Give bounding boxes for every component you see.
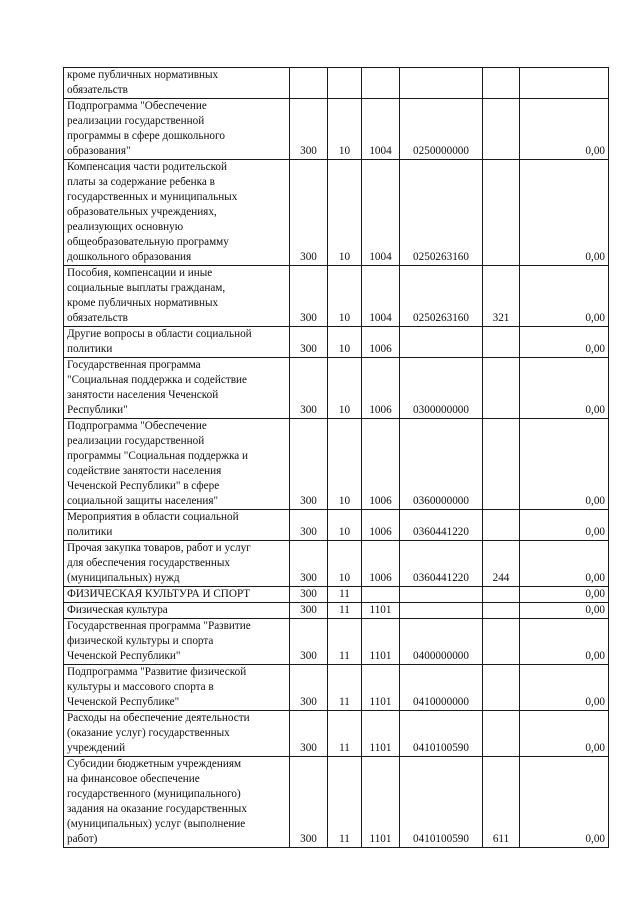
row-expense-type-cell [483, 160, 520, 266]
row-section-cell [328, 757, 362, 848]
row-amount-text: 0,00 [585, 495, 605, 507]
row-name-cell [64, 619, 290, 665]
budget-table [63, 67, 609, 848]
row-section-text: 10 [338, 526, 351, 538]
row-target-article-text: 0410100590 [413, 742, 469, 754]
row-subsection-cell [362, 587, 400, 603]
row-subsection-text: 1101 [369, 604, 392, 616]
row-expense-type-cell [483, 619, 520, 665]
row-name-text: Мероприятия в области социальной политики [67, 511, 239, 538]
row-target-article-cell [400, 419, 483, 510]
row-target-article-text: 0410100590 [413, 833, 469, 845]
row-amount-text: 0,00 [585, 251, 605, 263]
row-section-text: 10 [338, 312, 351, 324]
row-section-text: 10 [338, 404, 351, 416]
row-target-article-cell [400, 757, 483, 848]
row-target-article-cell [400, 587, 483, 603]
row-expense-type-cell [483, 510, 520, 541]
row-name-cell [64, 419, 290, 510]
row-name-cell [64, 327, 290, 358]
row-grbs-text: 300 [300, 404, 317, 416]
table-row [64, 266, 609, 327]
row-subsection-cell [362, 665, 400, 711]
row-section-text: 11 [339, 604, 350, 616]
row-target-article-text: 0360441220 [413, 526, 469, 538]
row-section-cell [328, 160, 362, 266]
row-section-cell [328, 603, 362, 619]
row-name-cell [64, 711, 290, 757]
row-name-cell [64, 541, 290, 587]
row-amount-cell [520, 665, 609, 711]
row-subsection-cell [362, 419, 400, 510]
row-name-cell [64, 757, 290, 848]
row-section-cell [328, 541, 362, 587]
row-section-cell [328, 327, 362, 358]
table-row [64, 419, 609, 510]
row-name-cell [64, 266, 290, 327]
row-subsection-text: 1101 [369, 833, 392, 845]
row-grbs-text: 300 [300, 833, 317, 845]
row-amount-cell [520, 510, 609, 541]
row-name-cell [64, 160, 290, 266]
row-section-text: 10 [338, 251, 351, 263]
row-target-article-cell [400, 358, 483, 419]
row-section-text: 11 [339, 588, 350, 600]
row-name-text: Субсидии бюджетным учреждениям на финансовое обеспечение государственного (муниципального) задания на оказание государственных (муниципальных) услуг (выполнение работ) [67, 758, 247, 845]
row-section-text: 11 [339, 650, 350, 662]
table-row [64, 358, 609, 419]
row-section-text: 10 [338, 495, 351, 507]
row-section-cell [328, 419, 362, 510]
row-grbs-text: 300 [300, 251, 317, 263]
row-subsection-text: 1006 [369, 495, 392, 507]
row-section-text: 10 [338, 145, 351, 157]
row-target-article-cell [400, 266, 483, 327]
row-target-article-text: 0250263160 [413, 251, 469, 263]
row-name-text: Государственная программа "Развитие физической культуры и спорта Чеченской Республики" [67, 620, 251, 662]
table-row [64, 587, 609, 603]
row-amount-cell [520, 603, 609, 619]
row-target-article-text: 0250263160 [413, 312, 469, 324]
row-name-text: Другие вопросы в области социальной политики [67, 328, 252, 355]
row-grbs-cell [290, 603, 328, 619]
table-row [64, 541, 609, 587]
row-subsection-text: 1006 [369, 572, 392, 584]
row-subsection-cell [362, 160, 400, 266]
row-amount-text: 0,00 [585, 604, 605, 616]
row-target-article-text: 0250000000 [413, 145, 469, 157]
row-amount-text: 0,00 [585, 588, 605, 600]
row-section-cell [328, 510, 362, 541]
row-target-article-cell [400, 510, 483, 541]
row-amount-cell [520, 160, 609, 266]
row-subsection-cell [362, 757, 400, 848]
row-target-article-cell [400, 160, 483, 266]
row-grbs-cell [290, 711, 328, 757]
row-name-text: Подпрограмма "Развитие физической культуры и массового спорта в Чеченской Республике" [67, 666, 247, 708]
row-section-cell [328, 266, 362, 327]
row-subsection-text: 1004 [369, 145, 392, 157]
row-section-cell [328, 587, 362, 603]
row-section-text: 11 [339, 742, 350, 754]
row-grbs-cell [290, 541, 328, 587]
table-body [64, 68, 609, 848]
row-amount-cell [520, 587, 609, 603]
row-expense-type-cell [483, 99, 520, 160]
table-row [64, 327, 609, 358]
table-row [64, 757, 609, 848]
row-subsection-cell [362, 68, 400, 99]
row-name-text: Пособия, компенсации и иные социальные выплаты гражданам, кроме публичных нормативных обязательств [67, 267, 226, 324]
row-amount-cell [520, 619, 609, 665]
row-expense-type-cell [483, 541, 520, 587]
row-grbs-text: 300 [300, 526, 317, 538]
table-row [64, 160, 609, 266]
row-section-cell [328, 619, 362, 665]
table-row [64, 711, 609, 757]
table-row [64, 619, 609, 665]
row-subsection-text: 1101 [369, 650, 392, 662]
row-target-article-cell [400, 99, 483, 160]
row-subsection-cell [362, 541, 400, 587]
row-name-cell [64, 665, 290, 711]
row-amount-cell [520, 99, 609, 160]
row-section-cell [328, 68, 362, 99]
row-name-text: Расходы на обеспечение деятельности (оказание услуг) государственных учреждений [67, 712, 250, 754]
row-grbs-text: 300 [300, 572, 317, 584]
row-target-article-text: 0360000000 [413, 495, 469, 507]
table-row [64, 99, 609, 160]
row-subsection-cell [362, 327, 400, 358]
row-grbs-cell [290, 266, 328, 327]
row-amount-text: 0,00 [585, 404, 605, 416]
row-amount-cell [520, 358, 609, 419]
row-name-cell [64, 587, 290, 603]
row-grbs-cell [290, 619, 328, 665]
row-grbs-text: 300 [300, 343, 317, 355]
row-target-article-text: 0300000000 [413, 404, 469, 416]
row-amount-cell [520, 68, 609, 99]
row-target-article-text: 0360441220 [413, 572, 469, 584]
row-name-text: Подпрограмма "Обеспечение реализации государственной программы в сфере дошкольного образования" [67, 100, 225, 157]
row-subsection-cell [362, 619, 400, 665]
row-grbs-cell [290, 99, 328, 160]
row-amount-text: 0,00 [585, 343, 605, 355]
row-grbs-cell [290, 327, 328, 358]
row-expense-type-cell [483, 757, 520, 848]
row-amount-cell [520, 711, 609, 757]
row-amount-cell [520, 757, 609, 848]
row-amount-cell [520, 327, 609, 358]
row-subsection-cell [362, 603, 400, 619]
row-target-article-text: 0400000000 [413, 650, 469, 662]
row-grbs-text: 300 [300, 312, 317, 324]
row-target-article-cell [400, 619, 483, 665]
row-subsection-text: 1006 [369, 343, 392, 355]
table-row [64, 665, 609, 711]
row-grbs-text: 300 [300, 650, 317, 662]
row-section-text: 10 [338, 572, 351, 584]
row-name-text: кроме публичных нормативных обязательств [67, 69, 219, 96]
row-expense-type-cell [483, 603, 520, 619]
row-amount-cell [520, 541, 609, 587]
row-section-text: 11 [339, 833, 350, 845]
row-name-cell [64, 510, 290, 541]
row-subsection-text: 1101 [369, 696, 392, 708]
row-amount-text: 0,00 [585, 650, 605, 662]
row-subsection-text: 1004 [369, 312, 392, 324]
row-subsection-cell [362, 266, 400, 327]
row-name-text: Компенсация части родительской платы за содержание ребенка в государственных и муниципальных образовательных учреждениях, реализующих основную общеобразовательную программу дошкольного образования [67, 161, 238, 263]
table-row [64, 510, 609, 541]
row-target-article-cell [400, 603, 483, 619]
row-expense-type-text: 611 [492, 833, 510, 845]
row-grbs-text: 300 [300, 742, 317, 754]
row-grbs-cell [290, 419, 328, 510]
row-name-text: ФИЗИЧЕСКАЯ КУЛЬТУРА И СПОРТ [67, 588, 251, 600]
row-amount-cell [520, 266, 609, 327]
row-section-cell [328, 665, 362, 711]
row-name-cell [64, 603, 290, 619]
row-grbs-text: 300 [300, 604, 317, 616]
row-target-article-cell [400, 541, 483, 587]
row-name-cell [64, 99, 290, 160]
row-target-article-cell [400, 327, 483, 358]
row-amount-text: 0,00 [585, 145, 605, 157]
row-expense-type-cell [483, 711, 520, 757]
row-amount-text: 0,00 [585, 526, 605, 538]
row-name-cell [64, 68, 290, 99]
row-grbs-cell [290, 757, 328, 848]
row-name-text: Прочая закупка товаров, работ и услуг для обеспечения государственных (муниципальных) нужд [67, 542, 251, 584]
row-subsection-text: 1006 [369, 404, 392, 416]
row-amount-text: 0,00 [585, 742, 605, 754]
row-subsection-text: 1006 [369, 526, 392, 538]
row-subsection-text: 1101 [369, 742, 392, 754]
row-expense-type-cell [483, 587, 520, 603]
row-section-text: 11 [339, 696, 350, 708]
row-subsection-cell [362, 99, 400, 160]
row-grbs-cell [290, 665, 328, 711]
row-section-cell [328, 711, 362, 757]
row-expense-type-cell [483, 358, 520, 419]
row-amount-text: 0,00 [585, 696, 605, 708]
row-amount-cell [520, 419, 609, 510]
row-subsection-cell [362, 510, 400, 541]
row-expense-type-cell [483, 327, 520, 358]
row-target-article-text: 0410000000 [413, 696, 469, 708]
row-expense-type-cell [483, 68, 520, 99]
row-grbs-cell [290, 510, 328, 541]
row-expense-type-cell [483, 266, 520, 327]
row-grbs-text: 300 [300, 696, 317, 708]
row-section-text: 10 [338, 343, 351, 355]
row-target-article-cell [400, 711, 483, 757]
row-subsection-text: 1004 [369, 251, 392, 263]
row-section-cell [328, 358, 362, 419]
row-name-text: Государственная программа "Социальная поддержка и содействие занятости населения Чеченской Республики" [67, 359, 247, 416]
row-target-article-cell [400, 665, 483, 711]
row-expense-type-cell [483, 419, 520, 510]
row-target-article-cell [400, 68, 483, 99]
row-subsection-cell [362, 358, 400, 419]
row-grbs-text: 300 [300, 495, 317, 507]
row-name-cell [64, 358, 290, 419]
row-grbs-text: 300 [300, 145, 317, 157]
row-grbs-cell [290, 587, 328, 603]
row-expense-type-cell [483, 665, 520, 711]
row-grbs-cell [290, 68, 328, 99]
row-name-text: Подпрограмма "Обеспечение реализации государственной программы "Социальная поддержка и содействие занятости населения Чеченской Республики" в сфере социальной защиты населения" [67, 420, 248, 507]
row-subsection-cell [362, 711, 400, 757]
row-grbs-cell [290, 358, 328, 419]
row-grbs-text: 300 [300, 588, 317, 600]
row-amount-text: 0,00 [585, 833, 605, 845]
row-name-text: Физическая культура [67, 604, 168, 616]
row-expense-type-text: 321 [492, 312, 510, 324]
row-section-cell [328, 99, 362, 160]
row-grbs-cell [290, 160, 328, 266]
row-amount-text: 0,00 [585, 572, 605, 584]
table-row [64, 603, 609, 619]
row-amount-text: 0,00 [585, 312, 605, 324]
table-row [64, 68, 609, 99]
row-expense-type-text: 244 [492, 572, 510, 584]
